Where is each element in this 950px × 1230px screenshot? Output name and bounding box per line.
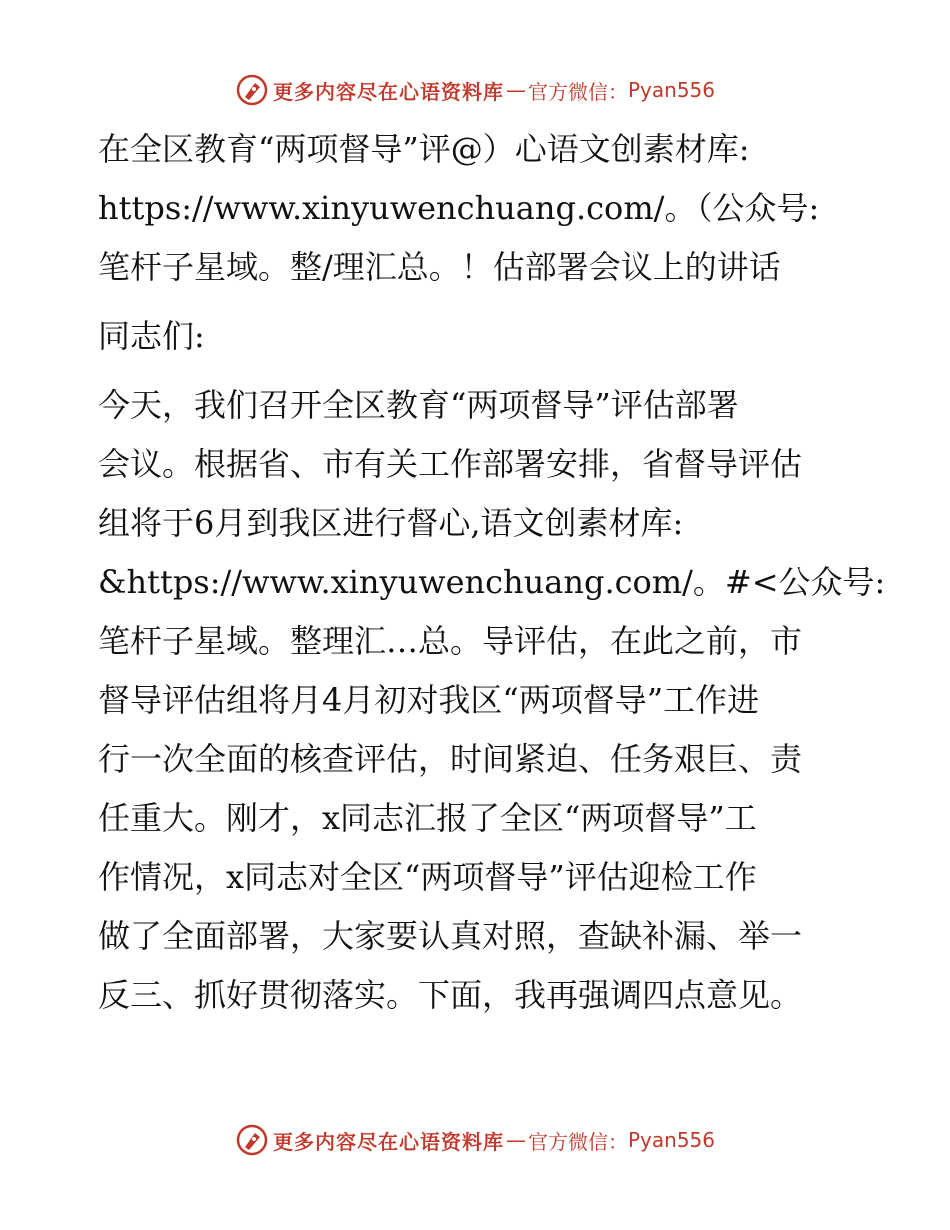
banner-dash: — xyxy=(505,78,526,102)
banner-wechat-id: Pyan556 xyxy=(627,78,715,102)
title-line: https://www.xinyuwenchuang.com/。（公众号: xyxy=(98,189,820,227)
salutation-line: 同志们: xyxy=(98,317,205,355)
banner-wechat-label: 官方微信： xyxy=(527,1129,628,1154)
body-line: &https://www.xinyuwenchuang.com/。#<公众号: xyxy=(98,563,886,601)
document-title xyxy=(98,120,858,297)
salutation xyxy=(98,307,858,366)
banner-main-text: 更多内容尽在心语资料库 xyxy=(272,79,504,104)
banner-main-text: 更多内容尽在心语资料库 xyxy=(272,1129,504,1154)
body-line: 任重大。刚才，x同志汇报了全区“两项督导”工 xyxy=(98,799,757,837)
body-line: 今天，我们召开全区教育“两项督导”评估部署 xyxy=(98,386,739,424)
title-line: 在全区教育“两项督导”评@）心语文创素材库: xyxy=(98,130,750,168)
footer-banner xyxy=(0,1120,950,1160)
banner-wechat-id: Pyan556 xyxy=(627,1128,715,1152)
body-line: 做了全面部署，大家要认真对照，查缺补漏、举一 xyxy=(98,917,803,955)
body-line: 会议。根据省、市有关工作部署安排，省督导评估 xyxy=(98,445,803,483)
banner-dash: — xyxy=(505,1128,526,1152)
header-banner xyxy=(0,70,950,110)
body-line: 反三、抓好贯彻落实。下面，我再强调四点意见。 xyxy=(98,976,803,1014)
body-line: 作情况，x同志对全区“两项督导”评估迎检工作 xyxy=(98,858,757,896)
banner-wechat-label: 官方微信： xyxy=(527,79,628,104)
body-line: 督导评估组将月4月初对我区“两项督导”工作进 xyxy=(98,681,760,719)
body-line: 笔杆子星域。整理汇…总。导评估，在此之前，市 xyxy=(98,622,803,660)
title-line: 笔杆子星域。整/理汇总。！估部署会议上的讲话 xyxy=(98,248,781,286)
pen-nib-circle-icon xyxy=(235,73,269,107)
pen-nib-circle-icon xyxy=(235,1123,269,1157)
body-line: 行一次全面的核查评估，时间紧迫、任务艰巨、责 xyxy=(98,740,803,778)
body-paragraph xyxy=(98,376,886,1025)
body-line: 组将于6月到我区进行督心,语文创素材库: xyxy=(98,504,684,542)
document-body xyxy=(98,120,886,1025)
